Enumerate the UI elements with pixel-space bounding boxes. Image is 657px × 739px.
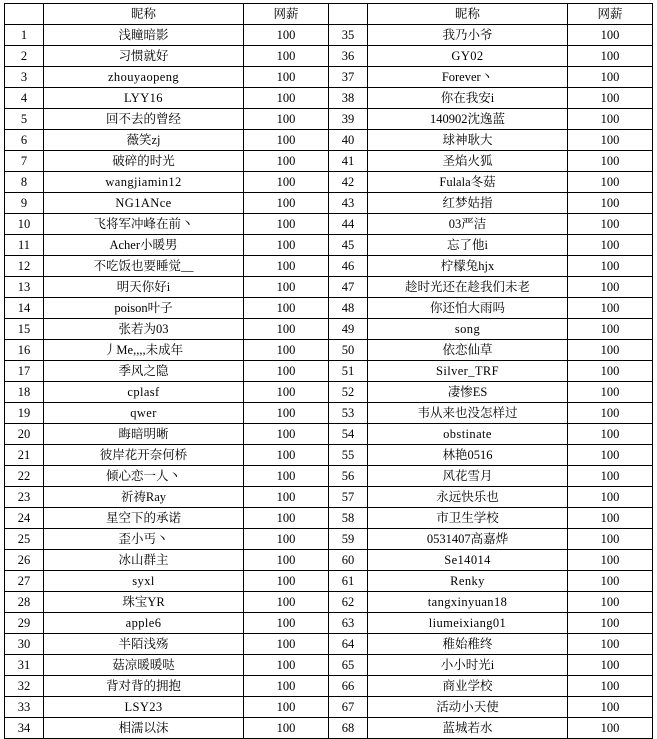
nickname-right: 依恋仙草 xyxy=(368,340,568,361)
pay-left: 100 xyxy=(244,487,329,508)
nickname-left: poison叶子 xyxy=(44,298,244,319)
row-index-right: 37 xyxy=(329,67,368,88)
nickname-left: 歪小丐丶 xyxy=(44,529,244,550)
row-index-right: 62 xyxy=(329,592,368,613)
pay-left: 100 xyxy=(244,571,329,592)
table-row xyxy=(5,277,653,298)
pay-left: 100 xyxy=(244,592,329,613)
nickname-left: 彼岸花开奈何桥 xyxy=(44,445,244,466)
pay-right: 100 xyxy=(568,298,653,319)
row-index-left: 4 xyxy=(5,88,44,109)
nickname-left: 回不去的曾经 xyxy=(44,109,244,130)
nickname-right: 柠檬兔hjx xyxy=(368,256,568,277)
row-index-left: 31 xyxy=(5,655,44,676)
row-index-right: 61 xyxy=(329,571,368,592)
nickname-right: 忘了他i xyxy=(368,235,568,256)
nickname-right: 你在我安i xyxy=(368,88,568,109)
pay-left: 100 xyxy=(244,46,329,67)
row-index-left: 24 xyxy=(5,508,44,529)
table-row xyxy=(5,634,653,655)
pay-left: 100 xyxy=(244,172,329,193)
pay-left: 100 xyxy=(244,67,329,88)
nickname-left: 飞将军冲峰在前丶 xyxy=(44,214,244,235)
nickname-right: Silver_TRF xyxy=(368,361,568,382)
nickname-right: 稚始稚终 xyxy=(368,634,568,655)
nickname-left: LYY16 xyxy=(44,88,244,109)
row-index-left: 9 xyxy=(5,193,44,214)
pay-left: 100 xyxy=(244,403,329,424)
row-index-left: 21 xyxy=(5,445,44,466)
row-index-left: 23 xyxy=(5,487,44,508)
pay-left: 100 xyxy=(244,424,329,445)
row-index-right: 47 xyxy=(329,277,368,298)
nickname-left: 祈祷Ray xyxy=(44,487,244,508)
row-index-left: 25 xyxy=(5,529,44,550)
table-row xyxy=(5,46,653,67)
pay-right: 100 xyxy=(568,655,653,676)
pay-left: 100 xyxy=(244,445,329,466)
table-row xyxy=(5,172,653,193)
nickname-right: 圣焰火狐 xyxy=(368,151,568,172)
table-row xyxy=(5,382,653,403)
table-row xyxy=(5,193,653,214)
nickname-right: Forever丶 xyxy=(368,67,568,88)
pay-right: 100 xyxy=(568,46,653,67)
row-index-left: 13 xyxy=(5,277,44,298)
nickname-right: 凄惨ES xyxy=(368,382,568,403)
pay-left: 100 xyxy=(244,193,329,214)
nickname-right: Se14014 xyxy=(368,550,568,571)
pay-left: 100 xyxy=(244,256,329,277)
row-index-right: 48 xyxy=(329,298,368,319)
nickname-left: syxl xyxy=(44,571,244,592)
pay-right: 100 xyxy=(568,592,653,613)
nickname-left: NG1ANce xyxy=(44,193,244,214)
pay-left: 100 xyxy=(244,697,329,718)
nickname-left: 相濡以沫 xyxy=(44,718,244,739)
row-index-left: 28 xyxy=(5,592,44,613)
row-index-right: 67 xyxy=(329,697,368,718)
nickname-right: 永远快乐也 xyxy=(368,487,568,508)
pay-right: 100 xyxy=(568,151,653,172)
pay-left: 100 xyxy=(244,130,329,151)
pay-left: 100 xyxy=(244,109,329,130)
pay-left: 100 xyxy=(244,718,329,739)
nickname-right: 风花雪月 xyxy=(368,466,568,487)
nickname-right: obstinate xyxy=(368,424,568,445)
pay-left: 100 xyxy=(244,655,329,676)
nickname-left: 星空下的承诺 xyxy=(44,508,244,529)
table-header-row xyxy=(5,4,653,25)
column-header-index-right xyxy=(329,4,368,25)
table-row xyxy=(5,361,653,382)
table-row xyxy=(5,550,653,571)
pay-right: 100 xyxy=(568,382,653,403)
row-index-right: 53 xyxy=(329,403,368,424)
pay-right: 100 xyxy=(568,508,653,529)
row-index-right: 36 xyxy=(329,46,368,67)
row-index-right: 60 xyxy=(329,550,368,571)
pay-right: 100 xyxy=(568,571,653,592)
row-index-left: 3 xyxy=(5,67,44,88)
row-index-left: 20 xyxy=(5,424,44,445)
pay-right: 100 xyxy=(568,676,653,697)
pay-left: 100 xyxy=(244,214,329,235)
table-row xyxy=(5,424,653,445)
pay-right: 100 xyxy=(568,235,653,256)
nickname-right: 小小时光i xyxy=(368,655,568,676)
nickname-right: 韦从来也没怎样过 xyxy=(368,403,568,424)
nickname-left: qwer xyxy=(44,403,244,424)
table-row xyxy=(5,88,653,109)
nickname-left: 浅瞳暗影 xyxy=(44,25,244,46)
row-index-right: 43 xyxy=(329,193,368,214)
row-index-left: 10 xyxy=(5,214,44,235)
nickname-right: 140902沈逸蓝 xyxy=(368,109,568,130)
row-index-left: 11 xyxy=(5,235,44,256)
pay-right: 100 xyxy=(568,88,653,109)
nickname-right: 0531407高嘉烨 xyxy=(368,529,568,550)
table-row xyxy=(5,655,653,676)
column-header-nickname-left: 昵称 xyxy=(44,4,244,25)
pay-left: 100 xyxy=(244,466,329,487)
row-index-right: 45 xyxy=(329,235,368,256)
nickname-right: song xyxy=(368,319,568,340)
row-index-left: 22 xyxy=(5,466,44,487)
row-index-left: 12 xyxy=(5,256,44,277)
row-index-left: 29 xyxy=(5,613,44,634)
nickname-right: 商业学校 xyxy=(368,676,568,697)
pay-right: 100 xyxy=(568,697,653,718)
pay-left: 100 xyxy=(244,88,329,109)
row-index-right: 58 xyxy=(329,508,368,529)
table-row xyxy=(5,67,653,88)
nickname-right: 市卫生学校 xyxy=(368,508,568,529)
table-row xyxy=(5,235,653,256)
nickname-left: apple6 xyxy=(44,613,244,634)
nickname-left: 丿Me,,,,未成年 xyxy=(44,340,244,361)
row-index-right: 35 xyxy=(329,25,368,46)
row-index-left: 17 xyxy=(5,361,44,382)
table-row xyxy=(5,214,653,235)
row-index-left: 19 xyxy=(5,403,44,424)
pay-right: 100 xyxy=(568,256,653,277)
table-row xyxy=(5,25,653,46)
row-index-left: 2 xyxy=(5,46,44,67)
table-header xyxy=(5,4,653,25)
column-header-nickname-right: 昵称 xyxy=(368,4,568,25)
pay-left: 100 xyxy=(244,277,329,298)
row-index-right: 49 xyxy=(329,319,368,340)
row-index-right: 68 xyxy=(329,718,368,739)
nickname-left: LSY23 xyxy=(44,697,244,718)
column-header-pay-left: 网薪 xyxy=(244,4,329,25)
table-row xyxy=(5,130,653,151)
pay-right: 100 xyxy=(568,25,653,46)
pay-right: 100 xyxy=(568,340,653,361)
row-index-right: 40 xyxy=(329,130,368,151)
row-index-right: 65 xyxy=(329,655,368,676)
nickname-left: zhouyaopeng xyxy=(44,67,244,88)
table-row xyxy=(5,571,653,592)
nickname-left: Acher小暖男 xyxy=(44,235,244,256)
row-index-right: 39 xyxy=(329,109,368,130)
nickname-left: 薇笑zj xyxy=(44,130,244,151)
pay-left: 100 xyxy=(244,319,329,340)
nickname-right: 林艳0516 xyxy=(368,445,568,466)
table-row xyxy=(5,319,653,340)
row-index-right: 52 xyxy=(329,382,368,403)
pay-right: 100 xyxy=(568,193,653,214)
pay-right: 100 xyxy=(568,319,653,340)
row-index-left: 6 xyxy=(5,130,44,151)
nickname-left: 菇凉暖暖哒 xyxy=(44,655,244,676)
pay-left: 100 xyxy=(244,382,329,403)
pay-left: 100 xyxy=(244,676,329,697)
row-index-right: 59 xyxy=(329,529,368,550)
pay-left: 100 xyxy=(244,151,329,172)
table-row xyxy=(5,151,653,172)
table-row xyxy=(5,718,653,739)
table-body xyxy=(5,25,653,739)
pay-right: 100 xyxy=(568,130,653,151)
pay-right: 100 xyxy=(568,361,653,382)
row-index-right: 56 xyxy=(329,466,368,487)
pay-left: 100 xyxy=(244,550,329,571)
nickname-left: cplasf xyxy=(44,382,244,403)
pay-right: 100 xyxy=(568,403,653,424)
nickname-right: 你还怕大雨吗 xyxy=(368,298,568,319)
nickname-right: 趁时光还在趁我们未老 xyxy=(368,277,568,298)
nickname-left: 珠宝YR xyxy=(44,592,244,613)
nickname-right: liumeixiang01 xyxy=(368,613,568,634)
pay-right: 100 xyxy=(568,109,653,130)
nickname-left: 冰山群主 xyxy=(44,550,244,571)
pay-right: 100 xyxy=(568,718,653,739)
row-index-right: 51 xyxy=(329,361,368,382)
table-row xyxy=(5,697,653,718)
row-index-left: 33 xyxy=(5,697,44,718)
pay-left: 100 xyxy=(244,25,329,46)
nickname-left: 明天你好i xyxy=(44,277,244,298)
row-index-left: 32 xyxy=(5,676,44,697)
table-row xyxy=(5,403,653,424)
pay-right: 100 xyxy=(568,445,653,466)
table-row xyxy=(5,340,653,361)
row-index-right: 54 xyxy=(329,424,368,445)
nickname-right: 球神耿大 xyxy=(368,130,568,151)
pay-right: 100 xyxy=(568,424,653,445)
table-row xyxy=(5,592,653,613)
row-index-right: 64 xyxy=(329,634,368,655)
row-index-left: 30 xyxy=(5,634,44,655)
row-index-right: 41 xyxy=(329,151,368,172)
pay-right: 100 xyxy=(568,613,653,634)
nickname-left: wangjiamin12 xyxy=(44,172,244,193)
table-row xyxy=(5,529,653,550)
nickname-right: 我乃小爷 xyxy=(368,25,568,46)
nickname-right: tangxinyuan18 xyxy=(368,592,568,613)
row-index-left: 34 xyxy=(5,718,44,739)
pay-right: 100 xyxy=(568,550,653,571)
row-index-right: 50 xyxy=(329,340,368,361)
nickname-right: 03严洁 xyxy=(368,214,568,235)
pay-right: 100 xyxy=(568,487,653,508)
table-row xyxy=(5,445,653,466)
nickname-right: Renky xyxy=(368,571,568,592)
row-index-left: 15 xyxy=(5,319,44,340)
pay-right: 100 xyxy=(568,214,653,235)
nickname-right: 活动小天使 xyxy=(368,697,568,718)
table-row xyxy=(5,508,653,529)
table-row xyxy=(5,676,653,697)
nickname-right: 蓝城若水 xyxy=(368,718,568,739)
pay-left: 100 xyxy=(244,613,329,634)
row-index-right: 55 xyxy=(329,445,368,466)
nickname-left: 不吃饭也要睡觉__ xyxy=(44,256,244,277)
pay-right: 100 xyxy=(568,172,653,193)
nickname-left: 破碎的时光 xyxy=(44,151,244,172)
table-row xyxy=(5,256,653,277)
table-row xyxy=(5,487,653,508)
row-index-right: 57 xyxy=(329,487,368,508)
nickname-right: 红梦姑指 xyxy=(368,193,568,214)
pay-right: 100 xyxy=(568,466,653,487)
table-row xyxy=(5,109,653,130)
nickname-right: Fulala冬菇 xyxy=(368,172,568,193)
nickname-left: 季风之隐 xyxy=(44,361,244,382)
row-index-left: 16 xyxy=(5,340,44,361)
nickname-left: 习惯就好 xyxy=(44,46,244,67)
pay-left: 100 xyxy=(244,634,329,655)
row-index-right: 44 xyxy=(329,214,368,235)
row-index-left: 1 xyxy=(5,25,44,46)
pay-left: 100 xyxy=(244,340,329,361)
pay-left: 100 xyxy=(244,508,329,529)
row-index-left: 26 xyxy=(5,550,44,571)
pay-right: 100 xyxy=(568,277,653,298)
pay-right: 100 xyxy=(568,529,653,550)
nickname-left: 张若为03 xyxy=(44,319,244,340)
column-header-index-left xyxy=(5,4,44,25)
row-index-left: 18 xyxy=(5,382,44,403)
row-index-left: 8 xyxy=(5,172,44,193)
table-row xyxy=(5,466,653,487)
nickname-left: 晦暗明晰 xyxy=(44,424,244,445)
nickname-pay-table xyxy=(4,3,653,739)
nickname-left: 半陌浅殇 xyxy=(44,634,244,655)
row-index-right: 38 xyxy=(329,88,368,109)
pay-left: 100 xyxy=(244,529,329,550)
pay-right: 100 xyxy=(568,67,653,88)
row-index-left: 5 xyxy=(5,109,44,130)
table-row xyxy=(5,298,653,319)
row-index-right: 63 xyxy=(329,613,368,634)
row-index-left: 27 xyxy=(5,571,44,592)
row-index-left: 7 xyxy=(5,151,44,172)
pay-right: 100 xyxy=(568,634,653,655)
pay-left: 100 xyxy=(244,361,329,382)
pay-left: 100 xyxy=(244,235,329,256)
table-row xyxy=(5,613,653,634)
row-index-left: 14 xyxy=(5,298,44,319)
pay-left: 100 xyxy=(244,298,329,319)
nickname-right: GY02 xyxy=(368,46,568,67)
row-index-right: 46 xyxy=(329,256,368,277)
nickname-left: 背对背的拥抱 xyxy=(44,676,244,697)
row-index-right: 42 xyxy=(329,172,368,193)
row-index-right: 66 xyxy=(329,676,368,697)
nickname-left: 倾心恋一人丶 xyxy=(44,466,244,487)
column-header-pay-right: 网薪 xyxy=(568,4,653,25)
